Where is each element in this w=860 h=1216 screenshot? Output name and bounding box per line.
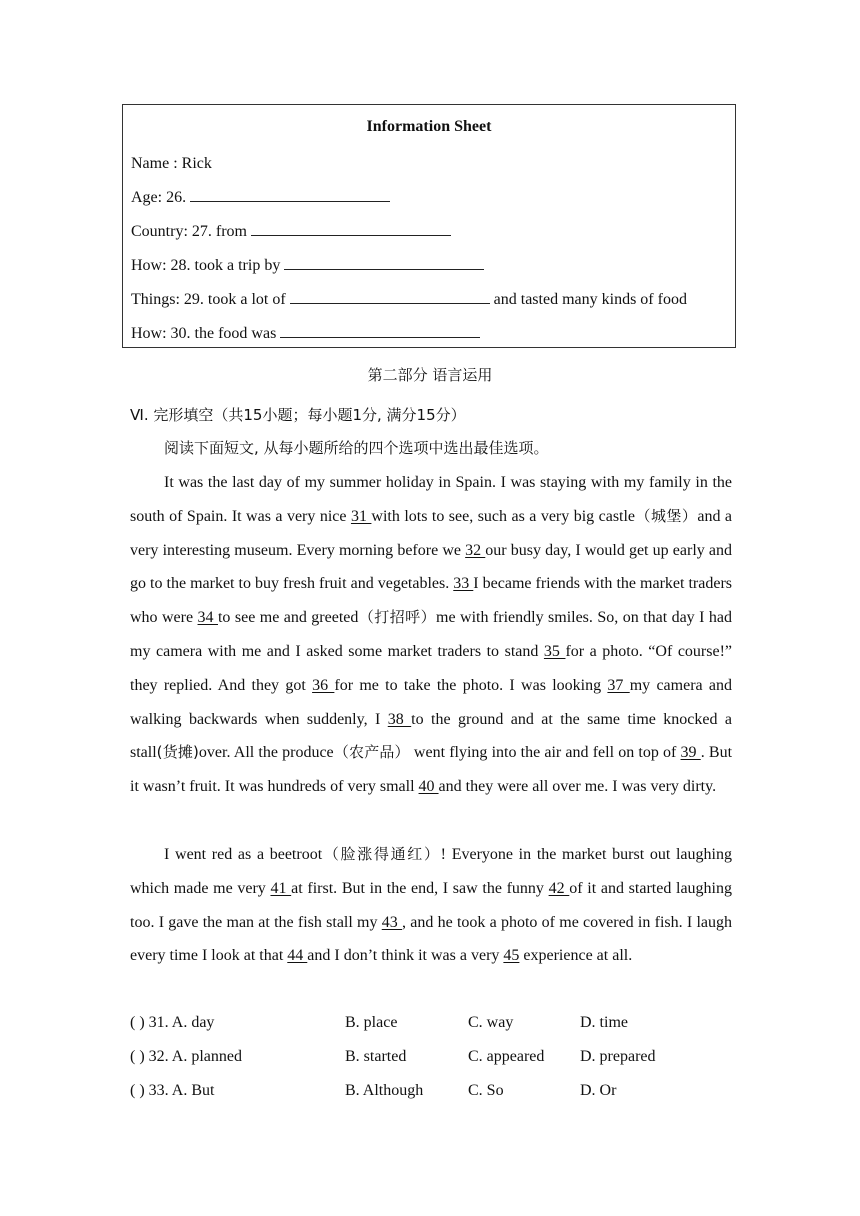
fill-blank-28[interactable] bbox=[284, 257, 484, 270]
fill-blank-29[interactable] bbox=[290, 291, 490, 304]
passage-text: ! Everyone in the market burst out laughing which made me very bbox=[130, 846, 732, 897]
passage-text: with lots to see, such as a very big castle bbox=[371, 507, 636, 525]
passage-text: over. All the produce bbox=[198, 744, 334, 762]
option-d[interactable]: D. prepared bbox=[580, 1048, 656, 1065]
section-title: 第二部分 语言运用 bbox=[367, 366, 493, 384]
chinese-gloss: （打招呼） bbox=[358, 608, 437, 627]
passage-text: I became friends with the market traders who were bbox=[130, 575, 733, 627]
sheet-line-text: Name : Rick bbox=[131, 155, 212, 172]
instruction: 阅读下面短文, 从每小题所给的四个选项中选出最佳选项。 bbox=[164, 439, 549, 457]
passage-text: experience at all. bbox=[519, 947, 633, 965]
cloze-blank-41[interactable]: 41 bbox=[270, 879, 292, 897]
sheet-line-country bbox=[131, 223, 451, 241]
option-c[interactable]: C. appeared bbox=[468, 1048, 545, 1065]
cloze-blank-33[interactable]: 33 bbox=[453, 575, 474, 593]
paragraph-text bbox=[130, 466, 732, 804]
option-c[interactable]: C. way bbox=[468, 1014, 514, 1031]
paragraph-text bbox=[130, 838, 732, 973]
cloze-blank-34[interactable]: 34 bbox=[197, 609, 218, 627]
fill-blank-27[interactable] bbox=[251, 223, 451, 236]
question-stem: ( ) 31. A. day bbox=[130, 1014, 215, 1031]
cloze-blank-39[interactable]: 39 bbox=[680, 744, 701, 762]
passage-text: and I don’t think it was a very bbox=[307, 947, 504, 965]
fill-blank-26[interactable] bbox=[190, 189, 390, 202]
passage-text: I went red as a beetroot bbox=[164, 846, 323, 863]
sheet-line-things bbox=[131, 291, 687, 309]
passage-text: my camera and walking backwards when suddenly, I bbox=[130, 676, 733, 728]
cloze-blank-44[interactable]: 44 bbox=[287, 947, 308, 965]
chinese-gloss: (货摊) bbox=[156, 743, 199, 762]
sheet-line-text: Age: 26. bbox=[131, 189, 191, 206]
cloze-blank-45[interactable]: 45 bbox=[503, 947, 520, 965]
fill-blank-30[interactable] bbox=[280, 325, 480, 338]
passage-text: and they were all over me. I was very dirty. bbox=[438, 778, 717, 796]
passage-text: to see me and greeted bbox=[217, 609, 359, 627]
sheet-line-text: How: 28. took a trip by bbox=[131, 257, 285, 274]
cloze-blank-42[interactable]: 42 bbox=[548, 879, 570, 897]
sheet-line-trip bbox=[131, 257, 484, 275]
sheet-line-age bbox=[131, 189, 390, 207]
sheet-title: Information Sheet bbox=[366, 118, 492, 135]
passage-text: It was the last day of my summer holiday in Spain. I was staying with my family in the south of Spain. It was a very nice bbox=[130, 474, 732, 525]
option-d[interactable]: D. Or bbox=[580, 1082, 617, 1099]
passage-text: , and he took a photo of me covered in fish. I laugh every time I look at that bbox=[130, 913, 732, 965]
sheet-line-text: How: 30. the food was bbox=[131, 325, 281, 342]
cloze-blank-43[interactable]: 43 bbox=[381, 913, 402, 931]
passage-text: to the ground and at the same time knocked a stall bbox=[130, 710, 733, 762]
question-row bbox=[130, 1048, 732, 1072]
cloze-blank-36[interactable]: 36 bbox=[312, 676, 335, 694]
cloze-blank-31[interactable]: 31 bbox=[350, 507, 372, 525]
option-d[interactable]: D. time bbox=[580, 1014, 628, 1031]
sheet-line-name bbox=[131, 155, 212, 173]
question-row bbox=[130, 1014, 732, 1038]
passage-text: for a photo. “Of course!” they replied. And they got bbox=[130, 642, 733, 694]
passage-paragraph-2 bbox=[130, 838, 732, 973]
part-title: Ⅵ. 完形填空（共15小题；每小题1分, 满分15分） bbox=[130, 406, 466, 424]
sheet-line-suffix: and tasted many kinds of food bbox=[489, 291, 687, 308]
option-b[interactable]: B. Although bbox=[345, 1082, 424, 1099]
passage-text: . But it wasn’t fruit. It was hundreds of very small bbox=[130, 744, 733, 796]
chinese-gloss: （农产品） bbox=[333, 743, 410, 762]
passage-text: me with friendly smiles. So, on that day I had my camera with me and I asked some market traders to stand bbox=[130, 609, 733, 660]
passage-paragraph-1 bbox=[130, 466, 732, 804]
information-sheet bbox=[122, 104, 736, 348]
passage-text: our busy day, I would get up early and go to the market to buy fresh fruit and vegetables. bbox=[130, 541, 733, 593]
passage-text: of it and started laughing too. I gave the man at the fish stall my bbox=[130, 879, 732, 931]
passage-text: and a very interesting museum. Every morning before we bbox=[130, 507, 733, 559]
chinese-gloss: （脸涨得通红） bbox=[322, 845, 441, 863]
option-b[interactable]: B. started bbox=[345, 1048, 407, 1065]
option-b[interactable]: B. place bbox=[345, 1014, 398, 1031]
question-stem: ( ) 32. A. planned bbox=[130, 1048, 242, 1065]
option-c[interactable]: C. So bbox=[468, 1082, 504, 1099]
passage-text: at first. But in the end, I saw the funny bbox=[291, 879, 549, 897]
passage-text: went flying into the air and fell on top of bbox=[409, 744, 681, 762]
chinese-gloss: （城堡） bbox=[635, 506, 698, 525]
cloze-blank-40[interactable]: 40 bbox=[418, 778, 439, 796]
cloze-blank-38[interactable]: 38 bbox=[387, 710, 412, 728]
cloze-blank-35[interactable]: 35 bbox=[543, 642, 566, 660]
question-row bbox=[130, 1082, 732, 1106]
question-stem: ( ) 33. A. But bbox=[130, 1082, 215, 1099]
cloze-blank-32[interactable]: 32 bbox=[465, 541, 486, 559]
sheet-line-food bbox=[131, 325, 480, 343]
cloze-blank-37[interactable]: 37 bbox=[607, 676, 630, 694]
sheet-line-text: Things: 29. took a lot of bbox=[131, 291, 290, 308]
passage-text: for me to take the photo. I was looking bbox=[334, 676, 608, 694]
sheet-line-text: Country: 27. from bbox=[131, 223, 251, 240]
